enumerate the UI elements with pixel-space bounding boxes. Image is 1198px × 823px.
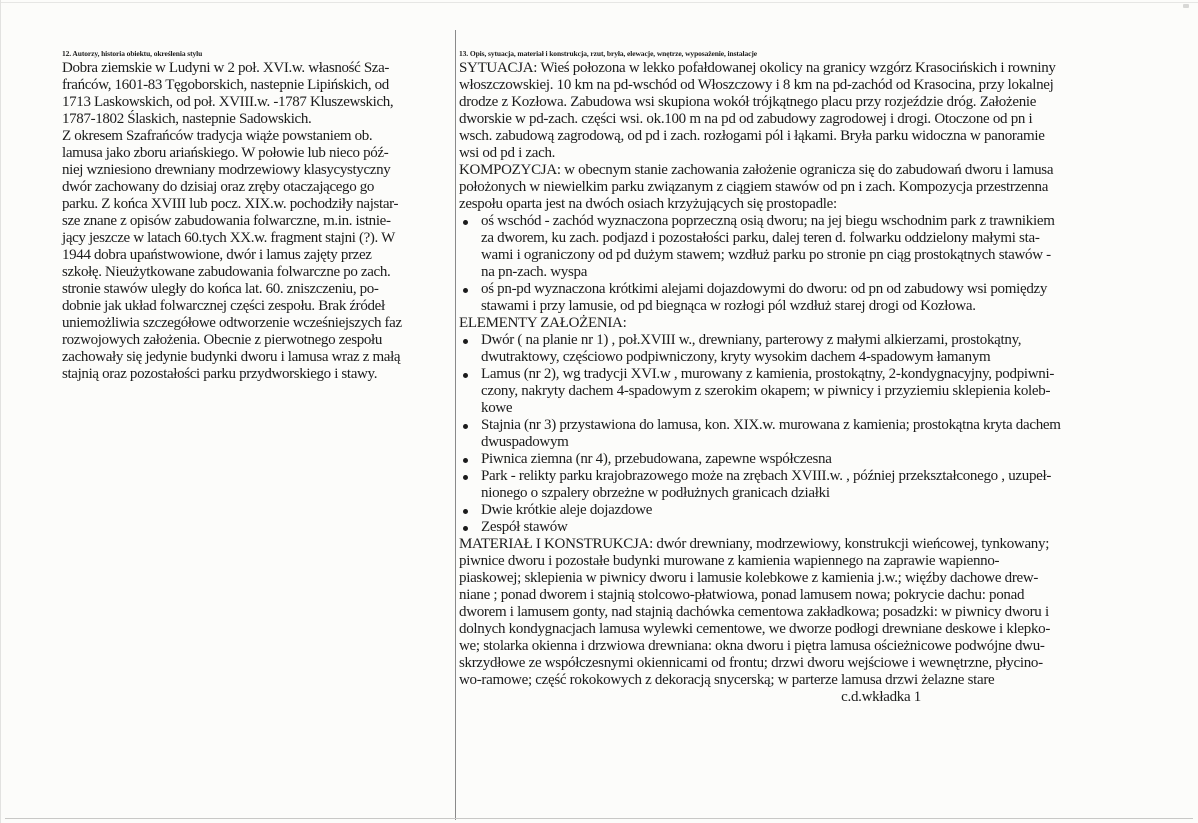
text-line: stronie stawów uległy do końca lat. 60. zniszczeniu, po- — [62, 281, 379, 297]
bullet-continuation: nionego o szpalery obrzeżne w podłużnych granicach działki — [481, 485, 830, 501]
bullet-item: Dwór ( na planie nr 1) , poł.XVIII w., drewniany, parterowy z małymi alkierzami, prostokątny, — [459, 332, 1179, 349]
bullet-continuation: dwutraktowy, częściowo podpiwniczony, kryty wysokim dachem 4-spadowym łamanym — [481, 349, 991, 365]
text-line: szkołę. Nieużytkowane zabudowania folwarczne po zach. — [62, 264, 391, 280]
text-line: położonych w niewielkim parku związanym z ciągiem stawów od pn i zach. Kompozycja przestrzenna — [459, 179, 1049, 195]
text-line: parku. Z końca XVIII lub pocz. XIX.w. pochodziły najstar- — [62, 196, 399, 212]
text-line: zachowały się jedynie budynki dworu i lamusa wraz z małą — [62, 349, 401, 365]
text-line: niej wzniesiono drewniany modrzewiowy klasycystyczny — [62, 162, 391, 178]
text-line: piwnice dworu i pozostałe budynki murowane z kamienia wapiennego na zaprawie wapienno- — [459, 553, 1000, 569]
bullet-item: Piwnica ziemna (nr 4), przebudowana, zapewne współczesna — [459, 451, 1179, 468]
bullet-item: oś wschód - zachód wyznaczona poprzeczną osią dworu; na jej biegu wschodnim park z trawnikiem — [459, 213, 1179, 230]
text-line: lamusa jako zboru ariańskiego. W połowie lub nieco póź- — [62, 145, 389, 161]
bullet-item: Stajnia (nr 3) przystawiona do lamusa, kon. XIX.w. murowana z kamienia; prostokątna kryta dachem — [459, 417, 1179, 434]
text-line: KOMPOZYCJA: w obecnym stanie zachowania założenie ogranicza się do zabudowań dworu i lamusa — [459, 162, 1054, 178]
bullet-continuation: wami i ograniczony od pd dużym stawem; wzdłuż parku po stronie pn ciąg prostokątnych stawów - — [481, 247, 1051, 263]
text-line: frańców, 1601-83 Tęgoborskich, nastepnie Lipińskich, od — [62, 77, 389, 93]
text-line: MATERIAŁ I KONSTRUKCJA: dwór drewniany, modrzewiowy, konstrukcji wieńcowej, tynkowany; — [459, 536, 1050, 552]
text-line: 1713 Laskowskich, od poł. XVIII.w. -1787 Kluszewskich, — [62, 94, 394, 110]
text-line: włoszczowskiej. 10 km na pd-wschód od Włoszczowy i 8 km na pd-zachód od Krasocina, przy lokalnej — [459, 77, 1054, 93]
bullet-continuation: za dworem, ku zach. podjazd i pozostałości parku, dalej teren d. folwarku oddzielony małymi sta- — [481, 230, 1040, 246]
bullet-item: Lamus (nr 2), wg tradycji XVI.w , murowany z kamienia, prostokątny, 2-kondygnacyjny, podpiwni- — [459, 366, 1179, 383]
text-line: dworem i lamusem gonty, nad stajnią dachówka cementowa zakładkowa; posadzki: w piwnicy dworu i — [459, 604, 1049, 620]
continuation-note: c.d.wkładka 1 — [841, 689, 921, 705]
text-line: wsi od pd i zach. — [459, 145, 556, 161]
text-line: skrzydłowe ze współczesnymi okiennicami od frontu; drzwi dworu wejściowe i wewnętrzne, płycino- — [459, 655, 1043, 671]
text-line: piaskowej; sklepienia w piwnicy dworu i lamusie kolebkowe z kamienia j.w.; więźby dachowe drew- — [459, 570, 1039, 586]
text-line: drodze z Kozłowa. Zabudowa wsi skupiona wokół trójkątnego placu przy rozjeździe dróg. Założenie — [459, 94, 1037, 110]
text-line: sze znane z opisów zabudowania folwarczne, m.in. istnie- — [62, 213, 391, 229]
text-line: ELEMENTY ZAŁOŻENIA: — [459, 315, 627, 331]
page-top-edge — [0, 2, 1198, 3]
column-divider — [455, 30, 456, 820]
text-line: 1944 dobra upaństwowione, dwór i lamus zajęty przez — [62, 247, 372, 263]
text-line: 1787-1802 Ślaskich, nastepnie Sadowskich. — [62, 111, 312, 127]
text-line: we; stolarka okienna i drzwiowa drewniana: okna dworu i piętra lamusa ościeżnicowe podwójne dwu- — [459, 638, 1045, 654]
text-line: Z okresem Szafrańców tradycja wiąże powstaniem ob. — [62, 128, 373, 144]
text-line: stajnią oraz pozostałości parku przydworskiego i stawy. — [62, 366, 378, 382]
text-line: Dobra ziemskie w Ludyni w 2 poł. XVI.w. własność Sza- — [62, 60, 390, 76]
text-line: wsch. zabudową zagrodową, od pd i zach. rozłogami pól i łąkami. Bryła parku widoczna w panoramie — [459, 128, 1045, 144]
text-line: SYTUACJA: Wieś połozona w lekko pofałdowanej okolicy na granicy wzgórz Krasocińskich i rowniny — [459, 60, 1056, 76]
scan-mark — [1183, 4, 1189, 8]
section-13-body — [459, 60, 1179, 706]
bullet-item: Dwie krótkie aleje dojazdowe — [459, 502, 1179, 519]
bullet-item: Zespół stawów — [459, 519, 1179, 536]
text-line: jący jeszcze w latach 60.tych XX.w. fragment stajni (?). W — [62, 230, 395, 246]
text-line: dworskie w pd-zach. części wsi. ok.100 m na pd od zabudowy zagrodowej i drogi. Otoczone od pn i — [459, 111, 1033, 127]
bullet-continuation: czony, nakryty dachem 4-spadowym z szerokim okapem; w piwnicy i przyziemiu sklepienia koleb- — [481, 383, 1051, 399]
text-line: zespołu oparta jest na dwóch osiach krzyżujących się prostopadle: — [459, 196, 837, 212]
text-line: wo-ramowe; część rokokowych z dekoracją snycerską; w parterze lamusa drzwi żelazne stare — [459, 672, 995, 688]
text-line: niane ; ponad dworem i stajnią stolcowo-płatwiowa, ponad lamusem nowa; pokrycie dachu: ponad — [459, 587, 1025, 603]
page-left-edge — [0, 0, 1, 823]
text-line: rozwojowych założenia. Obecnie z pierwotnego zespołu — [62, 332, 382, 348]
text-line: dobnie jak układ folwarcznej części zespołu. Brak źródeł — [62, 298, 385, 314]
section-12-column — [62, 48, 450, 383]
section-12-body — [62, 60, 450, 383]
section-13-column — [459, 48, 1179, 706]
bullet-continuation: dwuspadowym — [481, 434, 569, 450]
bullet-continuation: na pn-zach. wyspa — [481, 264, 588, 280]
bullet-continuation: kowe — [481, 400, 513, 416]
text-line: dwór zachowany do dzisiaj oraz zręby otaczającego go — [62, 179, 375, 195]
bullet-continuation: stawami i przy lamusie, od pd biegnąca w rozłogi pól wzdłuż starej drogi od Kozłowa. — [481, 298, 976, 314]
bullet-item: oś pn-pd wyznaczona krótkimi alejami dojazdowymi do dworu: od pn od zabudowy wsi pomiędzy — [459, 281, 1179, 298]
section-12-heading: 12. Autorzy, historia obiektu, określenia stylu — [62, 49, 203, 58]
text-line: uniemożliwia szczegółowe odtworzenie wcześniejszych faz — [62, 315, 402, 331]
bullet-item: Park - relikty parku krajobrazowego może na zrębach XVIII.w. , później przekształconego , uzupeł- — [459, 468, 1179, 485]
section-13-heading: 13. Opis, sytuacja, materiał i konstrukcja, rzut, bryła, elewacje, wnętrze, wyposażenie, instalacje — [459, 49, 757, 58]
page-bottom-edge — [5, 818, 1193, 819]
text-line: dolnych kondygnacjach lamusa wylewki cementowe, we dworze podłogi drewniane deskowe i klepko- — [459, 621, 1051, 637]
